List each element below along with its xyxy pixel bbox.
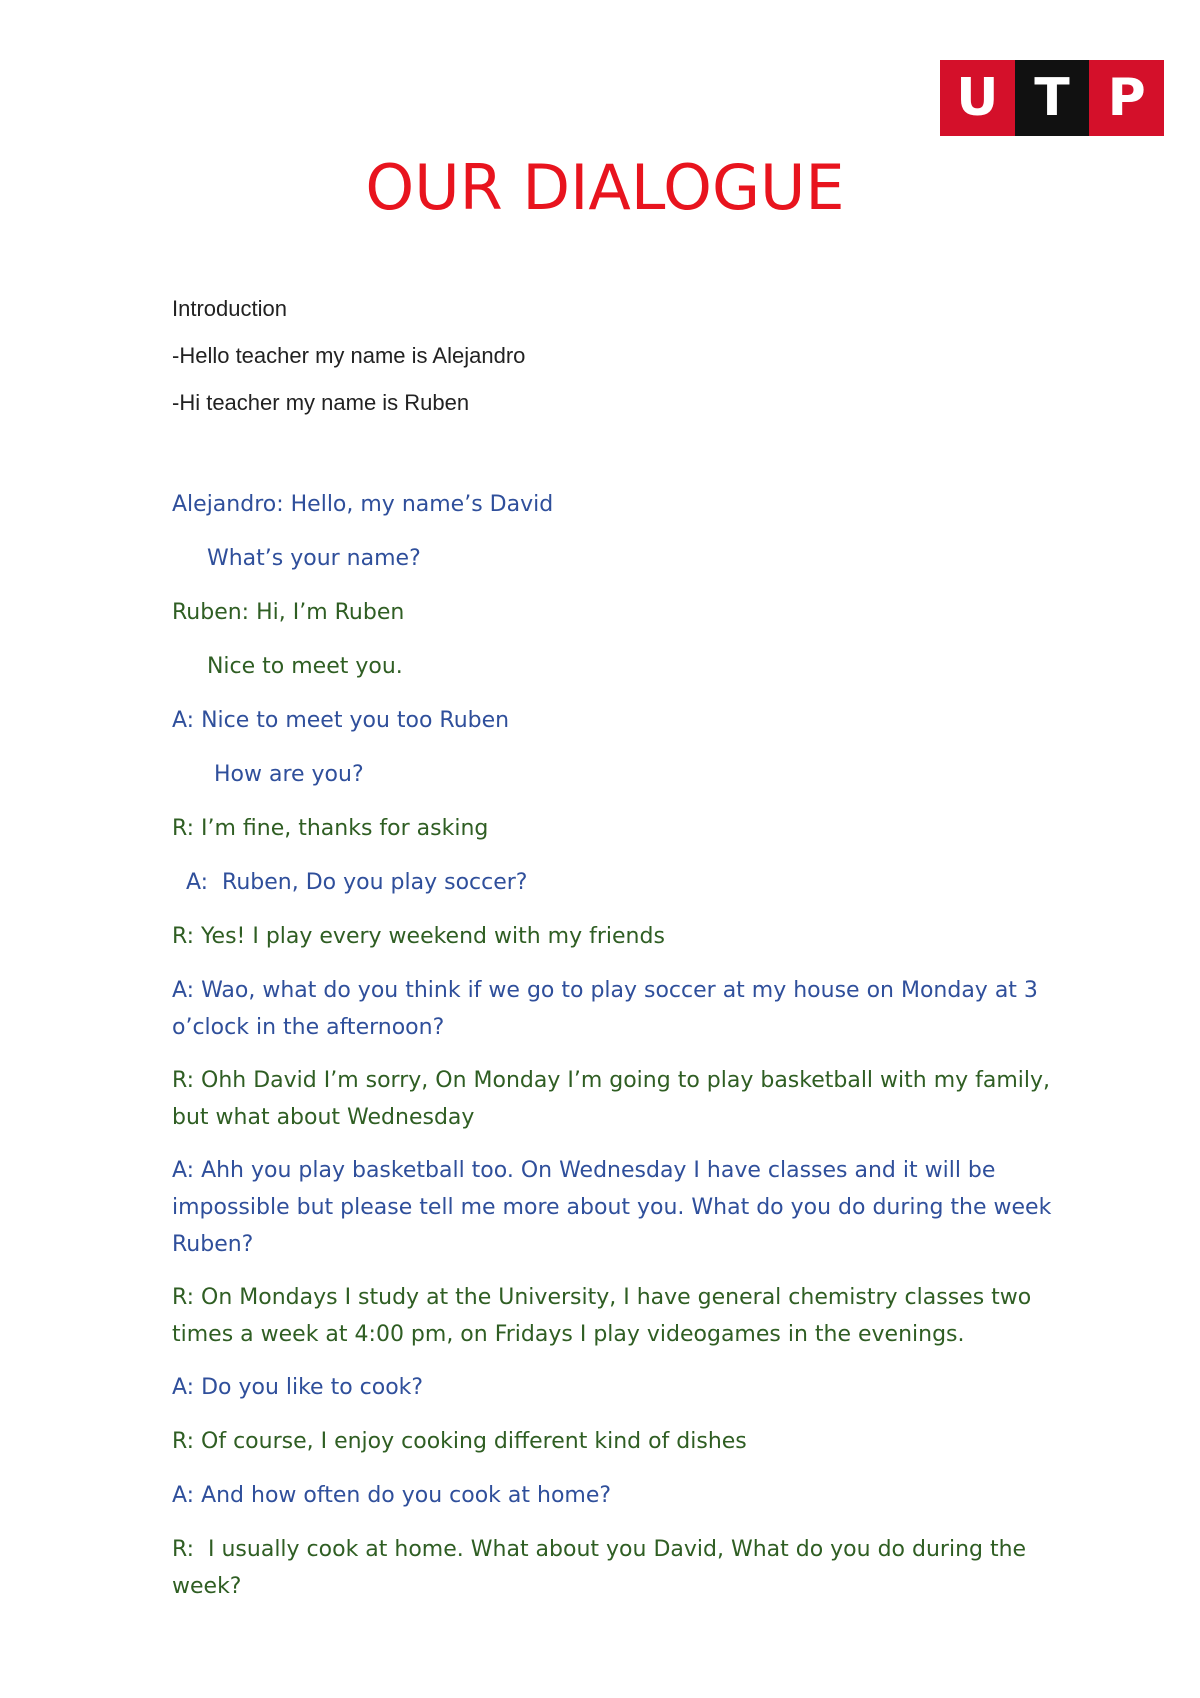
dialogue-line: R: Ohh David I’m sorry, On Monday I’m going to play basketball with my family, but what about Wednesday (172, 1068, 1058, 1130)
utp-logo (940, 60, 1164, 136)
dialogue-line: A: And how often do you cook at home? (172, 1483, 612, 1508)
logo-letter-t: T (1015, 60, 1090, 136)
dialogue-line: R: On Mondays I study at the University, I have general chemistry classes two times a week at 4:00 pm, on Fridays I play videogames in the evenings. (172, 1285, 1039, 1347)
dialogue-line: A: Ahh you play basketball too. On Wednesday I have classes and it will be impossible but please tell me more about you. What do you do during the week Ruben? (172, 1158, 1059, 1257)
dialogue-line: What’s your name? (172, 546, 421, 571)
introduction-heading: Introduction (172, 296, 287, 321)
dialogue-line: Nice to meet you. (172, 654, 403, 679)
dialogue-line: R: I’m fine, thanks for asking (172, 816, 489, 841)
introduction-section (172, 296, 525, 437)
dialogue-line: R: I usually cook at home. What about you David, What do you do during the week? (172, 1537, 1034, 1599)
logo-letter-u: U (940, 60, 1015, 136)
dialogue-line: A: Wao, what do you think if we go to play soccer at my house on Monday at 3 o’clock in the afternoon? (172, 978, 1045, 1040)
dialogue-line: R: Yes! I play every weekend with my friends (172, 924, 665, 949)
intro-line-ruben: -Hi teacher my name is Ruben (172, 390, 470, 415)
dialogue-line: A: Nice to meet you too Ruben (172, 708, 510, 733)
dialogue-line: A: Do you like to cook? (172, 1375, 424, 1400)
logo-letter-p: P (1089, 60, 1164, 136)
dialogue-line: A: Ruben, Do you play soccer? (172, 870, 528, 895)
intro-line-alejandro: -Hello teacher my name is Alejandro (172, 343, 526, 368)
dialogue-line: Alejandro: Hello, my name’s David (172, 492, 554, 517)
dialogue-line: How are you? (172, 762, 364, 787)
dialogue-line: R: Of course, I enjoy cooking different kind of dishes (172, 1429, 747, 1454)
dialogue-body (172, 486, 1059, 1605)
page-title: OUR DIALOGUE (365, 151, 845, 224)
dialogue-line: Ruben: Hi, I’m Ruben (172, 600, 405, 625)
